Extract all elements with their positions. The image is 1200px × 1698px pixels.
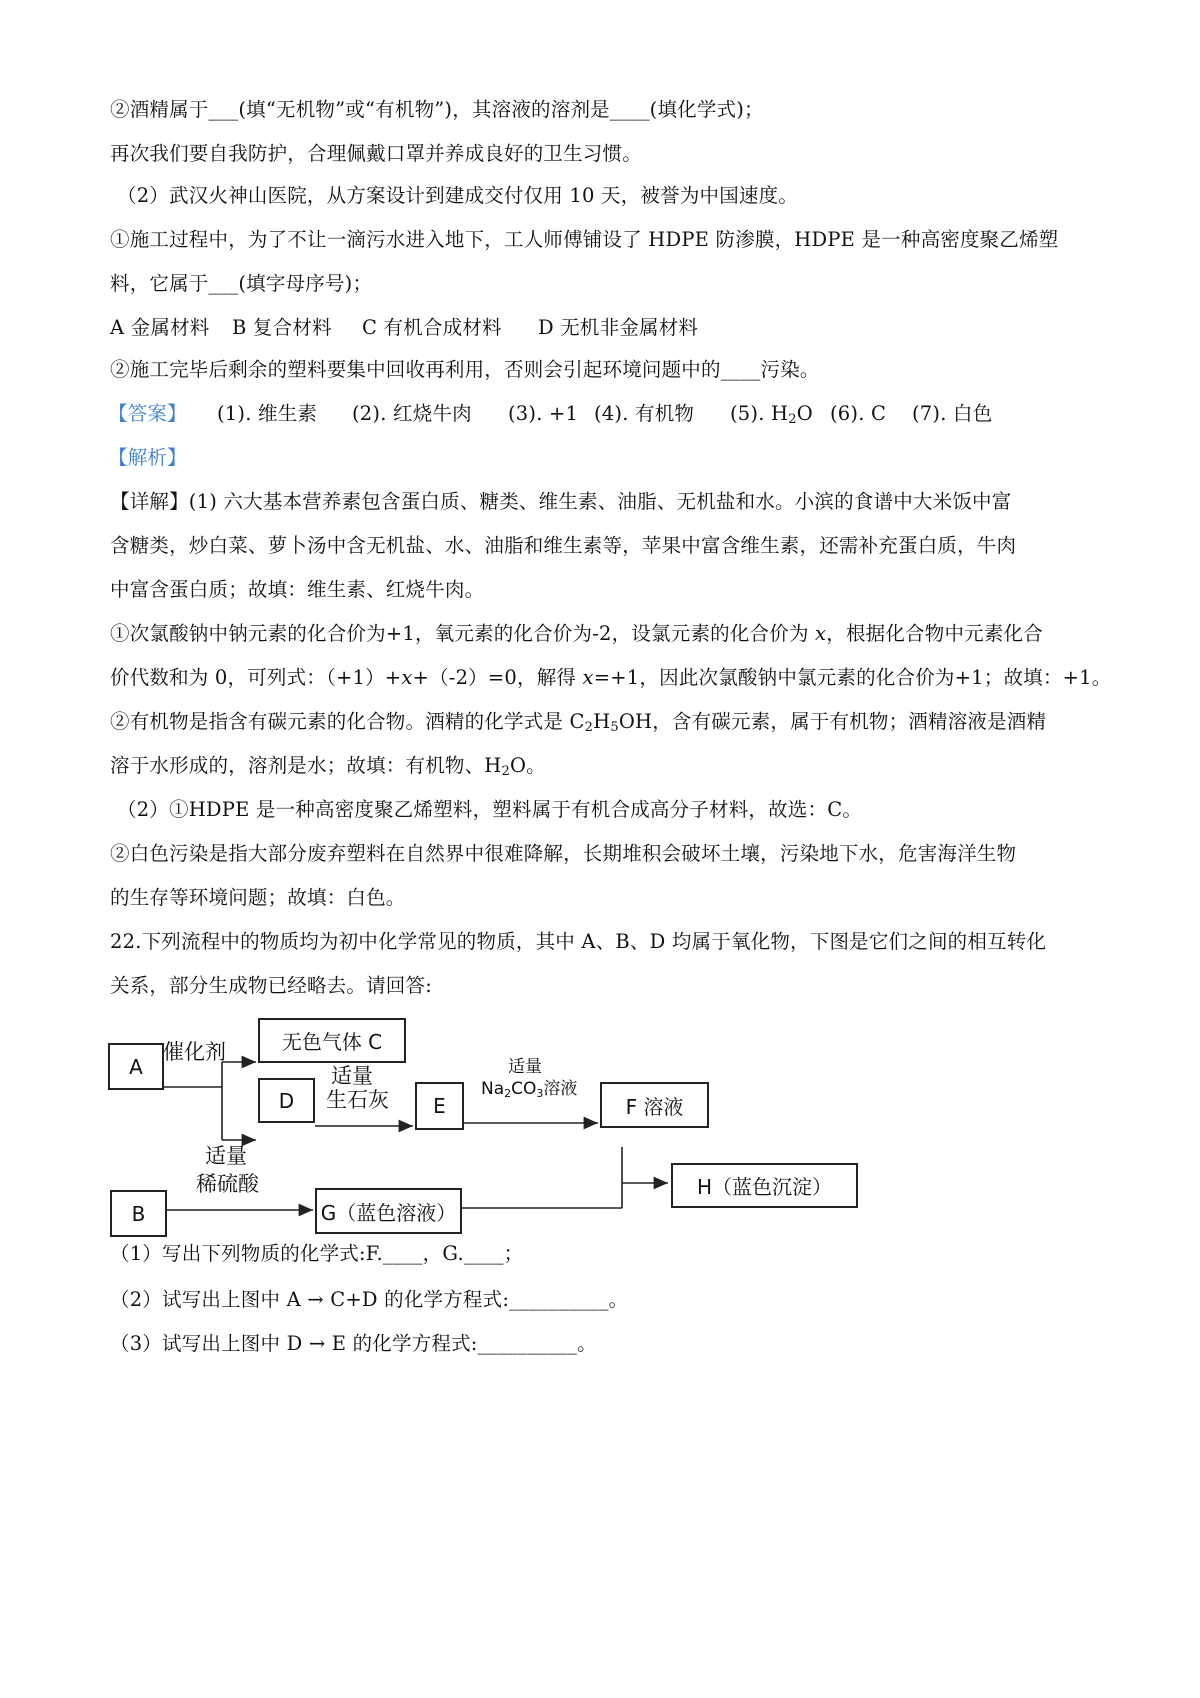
option-a: A 金属材料 (110, 316, 210, 339)
answer-item: (1). 维生素 (217, 402, 318, 425)
text-line: （2）武汉火神山医院，从方案设计到建成交付仅用 10 天，被誉为中国速度。 (117, 184, 799, 207)
detail-line: 价代数和为 0，可列式：（+1）+x+（-2）=0，解得 x=+1，因此次氯酸钠中氯元素的化合价为+1；故填：+1。 (110, 666, 1112, 689)
label-catalyst: 催化剂 (163, 1040, 226, 1064)
answer-item: (2). 红烧牛肉 (352, 402, 472, 425)
node-a: A (108, 1043, 164, 1090)
answer-item-h2o: (5). $H_2O$ (730, 402, 813, 427)
answer-row (108, 402, 1108, 426)
options-row (110, 316, 1010, 340)
text-line: 料，它属于___(填字母序号)； (110, 272, 373, 295)
node-e: E (415, 1082, 464, 1130)
label-bg-top: 适量 (205, 1144, 247, 1168)
answer-item: (4). 有机物 (594, 402, 695, 425)
answer-tag: 【答案】 (108, 402, 187, 425)
question-22-line: 22.下列流程中的物质均为初中化学常见的物质，其中 A、B、D 均属于氧化物，下图是它们之间的相互转化 (110, 930, 1047, 953)
text-line: ②施工完毕后剩余的塑料要集中回收再利用，否则会引起环境问题中的____污染。 (110, 358, 820, 381)
sub-question-3: （3）试写出上图中 D → E 的化学方程式:__________。 (110, 1332, 597, 1355)
node-f: F 溶液 (600, 1082, 709, 1128)
detail-line: 【详解】(1) 六大基本营养素包含蛋白质、糖类、维生素、油脂、无机盐和水。小滨的食谱中大米饭中富 (110, 490, 1012, 513)
detail-line: ①次氯酸钠中钠元素的化合价为+1，氧元素的化合价为-2，设氯元素的化合价为 x，根据化合物中元素化合 (110, 622, 1043, 645)
node-b: B (110, 1190, 167, 1237)
detail-line: 溶于水形成的，溶剂是水；故填：有机物、$H_2O$。 (110, 754, 546, 779)
option-d: D 无机非金属材料 (538, 316, 699, 339)
detail-line: 含糖类，炒白菜、萝卜汤中含无机盐、水、油脂和维生素等，苹果中富含维生素，还需补充蛋白质，牛肉 (110, 534, 1017, 557)
answer-item: (7). 白色 (912, 402, 993, 425)
answer-item: (6). C (830, 402, 887, 425)
text-line: ②酒精属于___(填“无机物”或“有机物”)，其溶液的溶剂是____(填化学式)； (110, 98, 764, 121)
label-bg-bottom: 稀硫酸 (196, 1172, 259, 1196)
detail-line: 中富含蛋白质；故填：维生素、红烧牛肉。 (110, 578, 485, 601)
detail-line: 的生存等环境问题；故填：白色。 (110, 886, 406, 909)
sub-question-2: （2）试写出上图中 A → C+D 的化学方程式:__________。 (110, 1288, 629, 1311)
node-d: D (258, 1078, 315, 1123)
sub-question-1: （1）写出下列物质的化学式:F.____，G.____； (110, 1242, 524, 1265)
detail-line: ②有机物是指含有碳元素的化合物。酒精的化学式是 $C_2H_5OH$，含有碳元素，属于有机物；酒精溶液是酒精 (110, 710, 1047, 735)
answer-item: (3). +1 (508, 402, 579, 425)
label-ef-bottom: $Na_2CO_3$溶液 (481, 1079, 578, 1100)
node-c: 无色气体 C (258, 1018, 406, 1063)
node-h: H（蓝色沉淀） (671, 1163, 858, 1208)
detail-line: ②白色污染是指大部分废弃塑料在自然界中很难降解，长期堆积会破坏土壤，污染地下水，危害海洋生物 (110, 842, 1017, 865)
text-line: ①施工过程中，为了不让一滴污水进入地下，工人师傅铺设了 HDPE 防渗膜，HDPE 是一种高密度聚乙烯塑 (110, 228, 1059, 251)
text-line: 再次我们要自我防护，合理佩戴口罩并养成良好的卫生习惯。 (110, 142, 642, 165)
node-g: G（蓝色溶液） (315, 1188, 462, 1234)
label-de-bottom: 生石灰 (326, 1088, 389, 1112)
question-22-line: 关系，部分生成物已经略去。请回答: (110, 974, 432, 997)
label-de-top: 适量 (331, 1064, 373, 1088)
analysis-tag: 【解析】 (108, 446, 187, 469)
detail-line: （2）①HDPE 是一种高密度聚乙烯塑料，塑料属于有机合成高分子材料，故选：C。 (117, 798, 863, 821)
label-ef-top: 适量 (508, 1057, 542, 1077)
option-b: B 复合材料 (232, 316, 332, 339)
option-c: C 有机合成材料 (362, 316, 502, 339)
